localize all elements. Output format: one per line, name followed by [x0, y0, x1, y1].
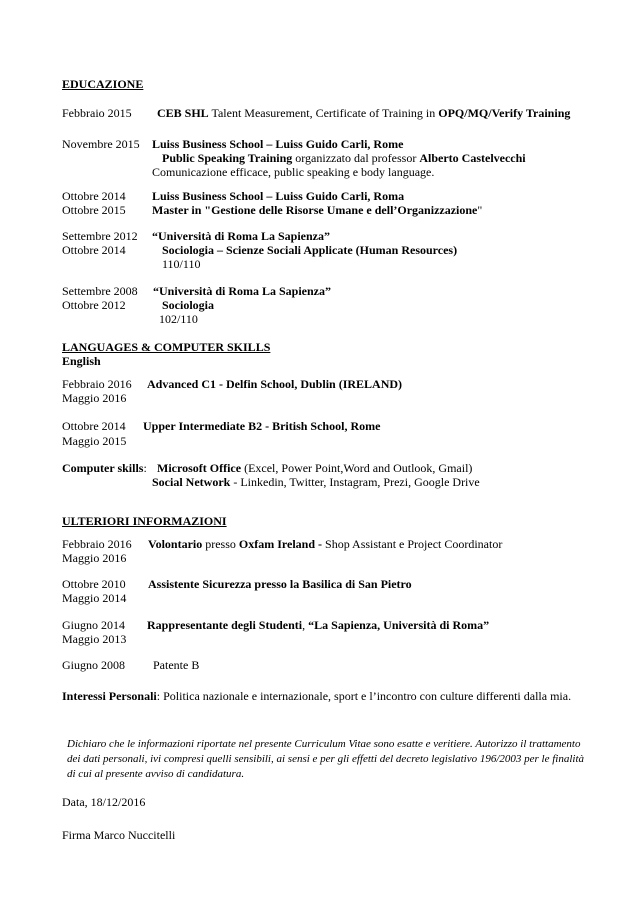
- entry-grade: 102/110: [159, 312, 198, 326]
- entry-bold: OPQ/MQ/Verify Training: [438, 106, 571, 120]
- office-title: Microsoft Office: [157, 461, 242, 475]
- entry-date: Settembre 2008: [62, 284, 138, 298]
- office-text: (Excel, Power Point,Word and Outlook, Gmail): [241, 461, 473, 475]
- entry-date: Giugno 2014: [62, 618, 125, 632]
- social-title: Social Network: [152, 475, 231, 489]
- entry-bold: Volontario: [148, 537, 203, 551]
- entry-bold: CEB SHL: [157, 106, 209, 120]
- interessi-text: : Politica nazionale e internazionale, sport e l’incontro con culture differenti dalla mia.: [156, 689, 572, 703]
- entry-bold: Public Speaking Training: [162, 151, 293, 165]
- entry-detail: Comunicazione efficace, public speaking e body language.: [152, 165, 435, 179]
- entry-date: Maggio 2015: [62, 434, 127, 448]
- social-text: - Linkedin, Twitter, Instagram, Prezi, Google Drive: [230, 475, 480, 489]
- entry-text: Shop Assistant e Project Coordinator: [322, 537, 503, 551]
- entry-date: Maggio 2016: [62, 391, 127, 405]
- language-name: English: [62, 354, 101, 368]
- interessi-personali: [62, 689, 571, 703]
- entry-line: [147, 618, 489, 632]
- entry-text: Talent Measurement, Certificate of Training in: [208, 106, 439, 120]
- entry-date: Maggio 2016: [62, 551, 127, 565]
- language-level: Advanced C1 - Delfin School, Dublin (IRELAND): [147, 377, 403, 391]
- entry-line: [157, 106, 570, 120]
- privacy-declaration-line: dei dati personali, ivi compresi quelli sensibili, ai sensi e per gli effetti del decreto legislativo 196/2003 per le finalità: [67, 753, 585, 765]
- language-level: Upper Intermediate B2 - British School, Rome: [143, 419, 381, 433]
- office-skills: [157, 461, 472, 475]
- entry-institution: “Università di Roma La Sapienza”: [152, 229, 331, 243]
- social-skills: [152, 475, 480, 489]
- entry-date: Giugno 2008: [62, 658, 125, 672]
- privacy-declaration-line: Dichiaro che le informazioni riportate nel presente Curriculum Vitae sono esatte e veritiere. Autorizzo il trattamento: [67, 738, 581, 750]
- entry-line: [152, 203, 482, 217]
- entry-date: Febbraio 2016: [62, 377, 132, 391]
- entry-grade: 110/110: [162, 257, 201, 271]
- entry-course: Sociologia – Scienze Sociali Applicate (Human Resources): [162, 243, 458, 257]
- entry-text: ": [477, 203, 483, 217]
- entry-bold: Alberto Castelvecchi: [419, 151, 526, 165]
- section-heading-languages: LANGUAGES & COMPUTER SKILLS: [62, 340, 271, 354]
- entry-bold: “La Sapienza, Università di Roma”: [308, 618, 490, 632]
- computer-skills-colon: :: [143, 461, 147, 475]
- entry-bold: Oxfam Ireland -: [238, 537, 323, 551]
- entry-text: ,: [302, 618, 309, 632]
- entry-date: Maggio 2013: [62, 632, 127, 646]
- entry-date: Ottobre 2014: [62, 189, 126, 203]
- entry-date: Ottobre 2015: [62, 203, 126, 217]
- entry-role: Assistente Sicurezza presso la Basilica di San Pietro: [148, 577, 412, 591]
- entry-line: [162, 151, 526, 165]
- entry-date: Febbraio 2016: [62, 537, 132, 551]
- entry-bold: Master in "Gestione delle Risorse Umane e dell’Organizzazione: [152, 203, 478, 217]
- entry-text: presso: [202, 537, 239, 551]
- interessi-label: Interessi Personali: [62, 689, 157, 703]
- entry-date: Settembre 2012: [62, 229, 138, 243]
- entry-text: organizzato dal professor: [292, 151, 420, 165]
- entry-date: Ottobre 2010: [62, 577, 126, 591]
- section-heading-ulteriori: ULTERIORI INFORMAZIONI: [62, 514, 227, 528]
- entry-date: Maggio 2014: [62, 591, 127, 605]
- entry-bold: Rappresentante degli Studenti: [147, 618, 303, 632]
- entry-institution: Luiss Business School – Luiss Guido Carli, Rome: [152, 137, 404, 151]
- entry-date: Ottobre 2014: [62, 419, 126, 433]
- entry-date: Novembre 2015: [62, 137, 140, 151]
- section-heading-educazione: EDUCAZIONE: [62, 77, 144, 91]
- date-line: Data, 18/12/2016: [62, 795, 146, 809]
- computer-skills-label: [62, 461, 147, 475]
- entry-date: Ottobre 2012: [62, 298, 126, 312]
- entry-date: Febbraio 2015: [62, 106, 132, 120]
- entry-institution: Luiss Business School – Luiss Guido Carli, Roma: [152, 189, 405, 203]
- computer-skills-title: Computer skills: [62, 461, 144, 475]
- signature-line: Firma Marco Nuccitelli: [62, 828, 176, 842]
- entry-line: [148, 537, 502, 551]
- entry-institution: “Università di Roma La Sapienza”: [153, 284, 332, 298]
- privacy-declaration-line: di cui al presente avviso di candidatura.: [67, 768, 245, 780]
- entry-text: Patente B: [153, 658, 200, 672]
- entry-course: Sociologia: [162, 298, 215, 312]
- entry-date: Ottobre 2014: [62, 243, 126, 257]
